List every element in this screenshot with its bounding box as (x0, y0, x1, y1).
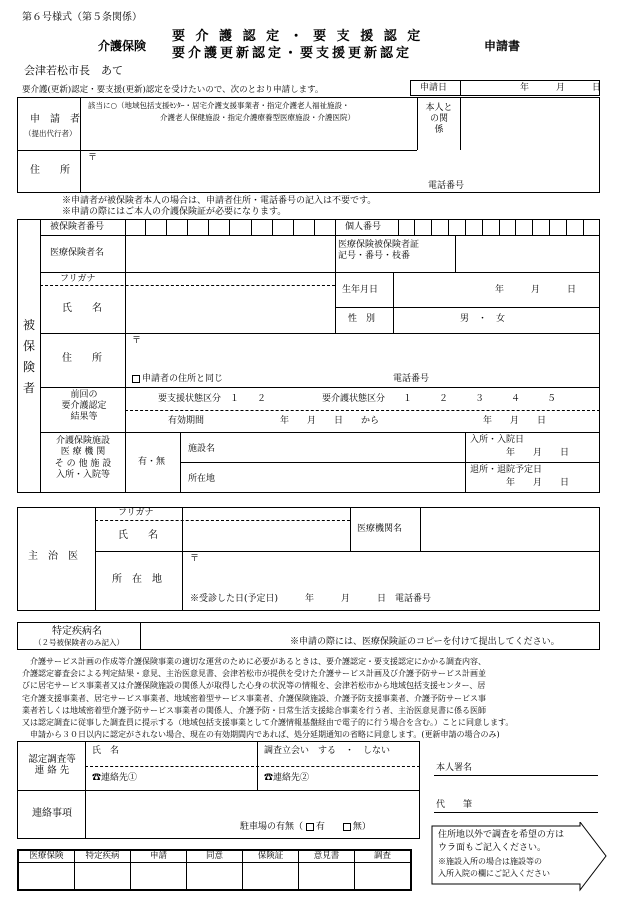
consent-line-4: 宅介護支援事業者、居宅サービス事業者、地域密着型サービス事業者、介護保険施設、介護予防支援事業者、介護予防サービス事 (22, 693, 486, 703)
checkbox-icon (306, 823, 314, 831)
doctor-name-field[interactable] (183, 521, 349, 550)
note-2: ※申請の際にはご本人の介護保険証が必要になります。 (62, 207, 287, 217)
office-col-6 (355, 851, 410, 889)
institution-label: 医療機関名 (357, 524, 403, 534)
parking-yes: 有 (315, 822, 325, 832)
consent-line-7: 申請から３０日以内に認定がされない場合、現在の有効期間内であれば、処分延期通知の省略に同意します。(更新申請の場合のみ) (30, 730, 500, 740)
facility-label: 介護保険施設 医 療 機 関 そ の 他 施 設 入所・入院等 (54, 436, 112, 480)
self-signature-label: 本人署名 (436, 763, 473, 773)
applicant-check: 該当に○（地域包括支援ｾﾝﾀｰ・居宅介護支援事業者・指定介護老人福祉施設・ (88, 101, 350, 110)
parking-label: 駐車場の有無（ (240, 822, 304, 832)
same-address-checkbox[interactable] (132, 374, 223, 385)
office-col-label: 調査 (373, 851, 391, 861)
personal-number-label: 個人番号 (345, 222, 382, 232)
applicant-phone: 電話番号 (428, 181, 465, 191)
valid-to[interactable]: 年 月 日 (483, 416, 547, 426)
medical-insurer-field[interactable] (126, 236, 334, 271)
insured-phone: 電話番号 (393, 374, 430, 384)
intro-text: 要介護(更新)認定・要支援(更新)認定を受けたいので、次のとおり申請します。 (22, 85, 324, 95)
previous-result-label: 前回の 要介護認定 結果等 (61, 390, 107, 422)
office-col-label: 同意 (205, 851, 223, 861)
office-col-5 (299, 851, 355, 889)
same-address-label: 申請者の住所と同じ (142, 374, 224, 384)
note-1: ※申請者が被保険者本人の場合は、申請者住所・電話番号の記入は不要です。 (62, 196, 377, 206)
callout-line-2: ウラ面もご記入ください。 (438, 843, 547, 853)
office-col-4 (243, 851, 299, 889)
contact-2[interactable]: ☎連絡先② (264, 773, 310, 783)
facility-addr-label: 所在地 (188, 474, 216, 484)
consent-line-5: 業者若しくは地域密着型介護予防サービス事業者の関係人、介護予防・日常生活支援総合事業を行う者、主治医意見書に係る医師 (22, 705, 486, 715)
consent-text (22, 656, 607, 741)
office-col-2 (131, 851, 187, 889)
doctor-name-label: 氏 名 (118, 530, 158, 541)
name-field[interactable] (126, 286, 334, 332)
sex-value[interactable]: 男 ・ 女 (460, 314, 506, 324)
disease-note: ※申請の際には、医療保険証のコピーを付けて提出してください。 (290, 637, 560, 647)
office-col-label: 意見書 (313, 851, 340, 861)
date-value[interactable]: 年 月 日 (520, 83, 602, 93)
title-line2: 要介護更新認定・要支援更新認定 (172, 46, 413, 61)
applicant-label: 申 請 者 (30, 114, 80, 125)
insured-address-label: 住 所 (62, 353, 102, 364)
admit-label: 入所・入院日 (470, 435, 525, 445)
proxy-signature-label: 代 筆 (436, 800, 473, 810)
date-label: 申請日 (420, 83, 448, 93)
parking-no: 無） (352, 822, 371, 832)
office-col-label: 保険証 (257, 851, 284, 861)
right-title: 申請書 (484, 39, 521, 53)
title-line1: 要 介 護 認 定 ・ 要 支 援 認 定 (172, 29, 424, 44)
addressee: 会津若松市長 あて (24, 64, 123, 77)
facility-name-label: 施設名 (188, 444, 216, 454)
form-number: 第６号様式（第５条関係） (22, 12, 142, 23)
doctor-furigana: フリガナ (118, 508, 154, 518)
consent-line-2: 介護認定審査会による判定結果・意見、主治医意見書、会津若松市が提供を受けた介護サービス計画及び介護予防サービス計画並 (22, 669, 486, 679)
contact-1[interactable]: ☎連絡先① (92, 773, 138, 783)
office-col-label: 申請 (149, 851, 167, 861)
facility-yesno[interactable]: 有・無 (138, 457, 166, 467)
admit-date[interactable]: 年 月 日 (506, 448, 570, 458)
dob-value[interactable]: 年 月 日 (495, 285, 577, 295)
insured-postal: 〒 (132, 336, 142, 346)
disease-sublabel: （２号被保険者のみ記入） (34, 638, 124, 647)
support-level[interactable]: 要支援状態区分 １ ２ (158, 394, 267, 404)
leave-date[interactable]: 年 月 日 (506, 478, 570, 488)
doctor-address-label: 所 在 地 (112, 574, 162, 585)
contact-name-label: 氏 名 (92, 746, 120, 756)
visit-date[interactable]: ※受診した日(予定日) 年 月 日 電話番号 (190, 594, 432, 604)
office-col-1 (75, 851, 131, 889)
callout-line-1: 住所地以外で調査を希望の方は (438, 830, 565, 840)
office-col-3 (187, 851, 243, 889)
checkbox-icon (343, 823, 351, 831)
office-col-0 (19, 851, 75, 889)
consent-line-3: びに居宅サービス事業者又は介護保険施設の関係人が取得した心身の状況等の情報を、会津若松市から地域包括支援センター、居 (22, 681, 486, 691)
office-col-label: 特定疾病 (85, 851, 120, 861)
applicant-postal: 〒 (88, 153, 98, 163)
valid-label: 有効期間 (168, 416, 205, 426)
contact-label: 認定調査等 連 絡 先 (28, 754, 76, 777)
applicant-address-label: 住 所 (30, 165, 70, 176)
care-level[interactable]: 要介護状態区分 １ ２ ３ ４ ５ (322, 394, 557, 404)
relation-field[interactable] (461, 98, 599, 149)
relation-label: 本人と の関 係 (425, 103, 453, 135)
personal-number-cells[interactable] (398, 219, 600, 235)
name-label: 氏 名 (62, 303, 102, 314)
applicant-sublabel: （提出代行者） (24, 129, 77, 138)
insured-number-cells[interactable] (125, 219, 335, 235)
dob-label: 生年月日 (342, 285, 379, 295)
sex-label: 性 別 (348, 314, 376, 324)
parking-option[interactable] (240, 822, 371, 833)
office-col-label: 医療保険 (29, 851, 64, 861)
doctor-postal: 〒 (190, 554, 200, 564)
medical-insurer-label: 医療保険者名 (50, 248, 105, 258)
attend-option[interactable]: 調査立会い する ・ しない (264, 746, 391, 756)
furigana-label: フリガナ (60, 274, 96, 284)
callout-line-4: 入所入院の欄にご記入ください (438, 869, 550, 878)
checkbox-icon (132, 375, 140, 383)
memo-label: 連絡事項 (32, 808, 72, 819)
disease-label: 特定疾病名 (52, 626, 102, 637)
medical-id-label: 医療保険被保険者証 記号・番号・枝番 (338, 240, 420, 261)
applicant-check2: 介護老人保健施設・指定介護療養型医療施設・介護医院） (160, 113, 355, 122)
doctor-label: 主 治 医 (28, 551, 78, 562)
left-title: 介護保険 (98, 39, 147, 53)
consent-line-1: 介護サービス計画の作成等介護保険事業の適切な運営のために必要があるときは、要介護認定・要支援認定にかかる調査内容、 (30, 657, 486, 666)
insured-side-label: 被 保 険 者 (22, 318, 35, 395)
insured-number-label: 被保険者番号 (50, 222, 105, 232)
consent-line-6: 又は認定調査に従事した調査員に提示する（地域包括支援事業として介護情報基盤経由で電子的に行う場合を含む。）ことに同意します。 (22, 718, 514, 728)
valid-from[interactable]: 年 月 日 から (280, 416, 380, 426)
callout-line-3: ※施設入所の場合は施設等の (438, 857, 542, 866)
leave-label: 退所・退院予定日 (470, 465, 543, 475)
office-columns (19, 851, 410, 889)
